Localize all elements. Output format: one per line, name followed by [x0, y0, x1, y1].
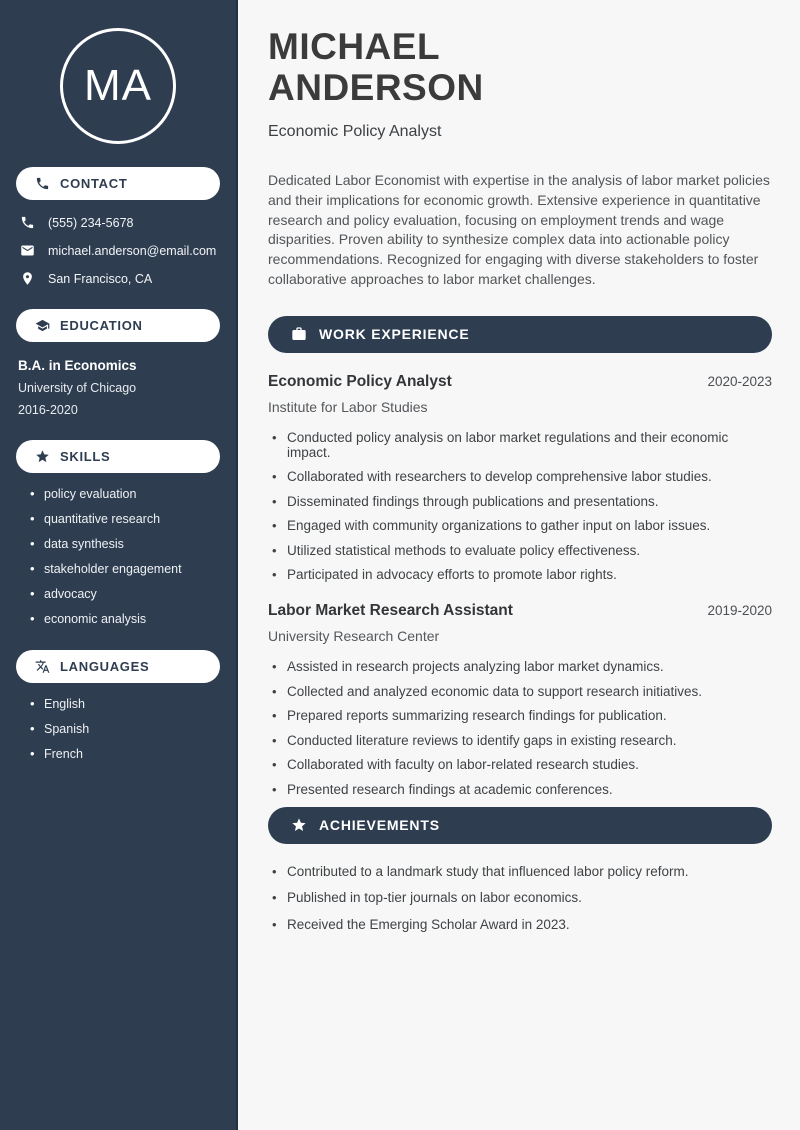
contact-phone-value: (555) 234-5678 — [48, 215, 134, 230]
job-bullet: • Engaged with community organizations to gather input on labor issues. — [272, 518, 772, 533]
mail-icon — [20, 243, 35, 258]
contact-list — [16, 215, 220, 286]
languages-section-title: LANGUAGES — [60, 659, 150, 674]
achievements-list — [268, 864, 772, 932]
translate-icon — [35, 659, 50, 674]
skills-section-header — [16, 440, 220, 473]
achievements-section-header — [268, 807, 772, 844]
contact-location-value: San Francisco, CA — [48, 271, 153, 286]
languages-list — [16, 696, 220, 762]
job-bullet: • Conducted literature reviews to identify gaps in existing research. — [272, 733, 772, 748]
job-title-subtitle: Economic Policy Analyst — [268, 123, 442, 140]
skills-section-title: SKILLS — [60, 449, 111, 464]
contact-location — [20, 271, 220, 286]
job-title: Economic Policy Analyst — [268, 372, 452, 390]
language-item: • English — [30, 696, 220, 712]
star-icon — [35, 449, 50, 464]
job-bullet: • Collaborated with faculty on labor-related research studies. — [272, 757, 772, 772]
language-item: • Spanish — [30, 721, 220, 737]
star-icon — [291, 817, 307, 833]
job-bullet: • Conducted policy analysis on labor market regulations and their economic impact. — [272, 430, 772, 460]
contact-email — [20, 243, 220, 258]
phone-icon — [35, 176, 50, 191]
main-content — [238, 0, 800, 1130]
education-section-header — [16, 309, 220, 342]
education-degree: B.A. in Economics — [18, 358, 137, 373]
work-experience-title: WORK EXPERIENCE — [319, 326, 470, 343]
job-entry-2 — [268, 602, 772, 797]
phone-icon — [20, 215, 35, 230]
avatar-container — [16, 28, 220, 144]
skill-item: • economic analysis — [30, 611, 220, 627]
achievement-bullet: • Received the Emerging Scholar Award in 2023. — [272, 917, 772, 932]
professional-summary: Dedicated Labor Economist with expertise in the analysis of labor market policies and their implications for economic growth. Extensive experience in quantitative research and policy evaluation, focusing on employment trends and wage disparities. Proven ability to synthesize complex data into actionable policy recommendations. Recognized for engaging with diverse stakeholders to foster collaborative approaches to labor market challenges. — [268, 172, 770, 287]
job-bullet: • Assisted in research projects analyzing labor market dynamics. — [272, 659, 772, 674]
language-item: • French — [30, 746, 220, 762]
languages-section-header — [16, 650, 220, 683]
skill-item: • data synthesis — [30, 536, 220, 552]
skills-list — [16, 486, 220, 627]
avatar-initials: MA — [84, 61, 152, 110]
job-header — [268, 373, 772, 391]
name-heading — [268, 26, 772, 108]
job-bullet-list — [268, 659, 772, 797]
achievement-bullet: • Contributed to a landmark study that influenced labor policy reform. — [272, 864, 772, 879]
contact-section-header — [16, 167, 220, 200]
job-bullet-list — [268, 430, 772, 583]
achievement-bullet: • Published in top-tier journals on labor economics. — [272, 890, 772, 905]
skill-item: • stakeholder engagement — [30, 561, 220, 577]
job-title: Labor Market Research Assistant — [268, 602, 513, 620]
job-entry-1 — [268, 373, 772, 583]
briefcase-icon — [291, 326, 307, 342]
job-bullet: • Presented research findings at academic conferences. — [272, 782, 772, 797]
job-dates: 2020-2023 — [707, 373, 772, 389]
skill-item: • advocacy — [30, 586, 220, 602]
education-school: University of Chicago — [18, 381, 137, 395]
skill-item: • policy evaluation — [30, 486, 220, 502]
work-experience-section-header — [268, 316, 772, 353]
contact-phone — [20, 215, 220, 230]
job-company: University Research Center — [268, 628, 440, 645]
job-bullet: • Prepared reports summarizing research findings for publication. — [272, 708, 772, 723]
job-bullet: • Participated in advocacy efforts to promote labor rights. — [272, 567, 772, 582]
contact-section-title: CONTACT — [60, 176, 128, 191]
graduation-cap-icon — [35, 318, 50, 333]
achievements-title: ACHIEVEMENTS — [319, 817, 440, 834]
name-first: MICHAEL — [268, 26, 441, 67]
job-company: Institute for Labor Studies — [268, 398, 428, 415]
job-bullet: • Collaborated with researchers to develop comprehensive labor studies. — [272, 469, 772, 484]
job-bullet: • Utilized statistical methods to evaluate policy effectiveness. — [272, 543, 772, 558]
avatar — [60, 28, 176, 144]
contact-email-value: michael.anderson@email.com — [48, 243, 217, 258]
education-section-title: EDUCATION — [60, 318, 143, 333]
sidebar — [0, 0, 238, 1130]
location-pin-icon — [20, 271, 35, 286]
skill-item: • quantitative research — [30, 511, 220, 527]
job-bullet: • Collected and analyzed economic data to support research initiatives. — [272, 684, 772, 699]
job-dates: 2019-2020 — [707, 603, 772, 619]
job-header — [268, 602, 772, 620]
name-last: ANDERSON — [268, 67, 484, 108]
education-entry — [16, 342, 220, 417]
education-years: 2016-2020 — [18, 403, 78, 417]
job-bullet: • Disseminated findings through publications and presentations. — [272, 494, 772, 509]
